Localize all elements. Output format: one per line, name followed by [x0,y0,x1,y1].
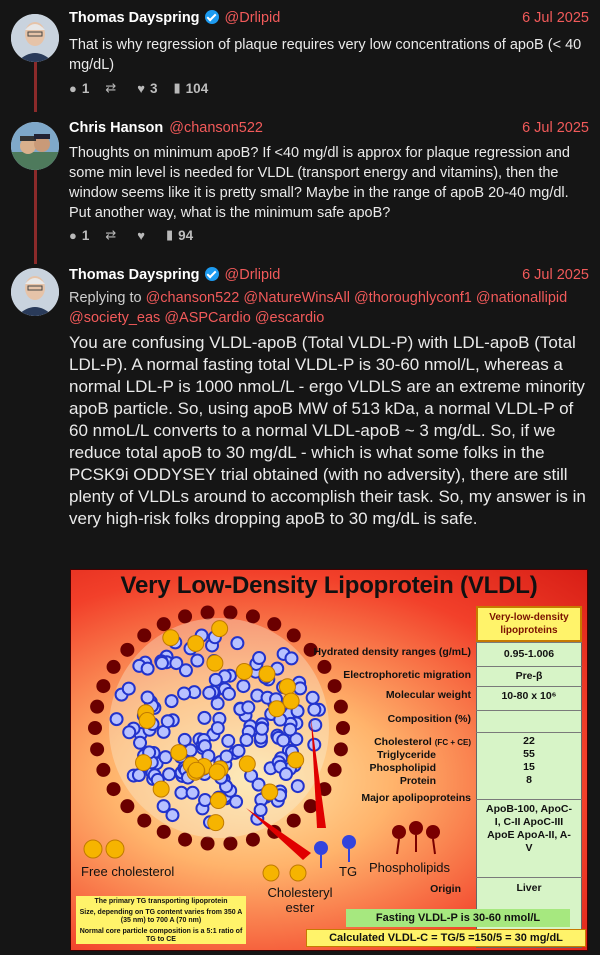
tweet-actions [69,226,209,244]
row-label: Electrophoretic migration [343,669,471,681]
row-label: Molecular weight [385,689,471,701]
row-value: 10-80 x 10⁶ [476,686,582,710]
views-button[interactable]: ▮ 104 [173,80,209,96]
tweet-header [69,10,589,30]
vldl-particle-illustration [71,598,371,898]
heart-icon: ♥ [137,227,145,243]
tweet-date[interactable]: 6 Jul 2025 [522,267,589,283]
table-header: Very-low-density lipoproteins [476,606,582,642]
avatar[interactable] [11,14,59,62]
row-label: Triglyceride [377,749,436,761]
row-value [476,710,582,732]
row-label: Origin [430,883,461,895]
row-label: Major apolipoproteins [361,792,471,804]
legend-cholesteryl-ester: Cholesteryl ester [267,885,333,915]
mention-link[interactable]: @chanson522 [145,290,240,306]
row-label: Phospholipid [369,762,436,774]
tweet-header [69,120,589,140]
fasting-vldl-note: Fasting VLDL-P is 30-60 nmol/L [346,909,570,927]
avatar[interactable] [11,268,59,316]
row-value: 0.95-1.006 [476,642,582,666]
author-handle[interactable]: @chanson522 [169,120,263,136]
reply-icon: ● [69,227,77,243]
tweet-header [69,267,589,287]
row-label: Cholesterol (FC + CE) [374,736,471,748]
reply-button[interactable]: ● 1 [69,80,90,96]
replying-to-label: Replying to [69,290,142,306]
retweet-button[interactable] [105,80,121,96]
mention-link[interactable]: @escardio [254,310,325,326]
heart-icon: ♥ [137,80,145,96]
reply-icon: ● [69,80,77,96]
row-label: Hydrated density ranges (g/mL) [313,646,471,658]
like-button[interactable] [137,228,150,243]
tweet-text: That is why regression of plaque requires very low concentrations of apoB (< 40 mg/dL) [69,37,582,73]
mention-link[interactable]: @ASPCardio [164,310,251,326]
vldl-infographic[interactable] [70,569,588,951]
author-handle[interactable]: @Drlipid [224,267,281,283]
calculated-vldl-note: Calculated VLDL-C = TG/5 =150/5 = 30 mg/dL [306,929,586,947]
author-name[interactable]: Chris Hanson [69,120,164,136]
tweet-date[interactable]: 6 Jul 2025 [522,10,589,26]
views-button[interactable]: ▮ 94 [166,227,194,243]
tweet-text: Thoughts on minimum apoB? If <40 mg/dl is approx for plaque regression and some min level is needed for VLDL (transport energy and vitamins), then the window seems like it is pretty small? Maybe in the range of apoB 20-40 mg/dl. Put another way, what is the minimum safe apoB? [69,145,570,221]
retweet-icon: ⇄ [105,80,117,95]
legend-free-cholesterol: Free cholesterol [81,864,175,879]
row-value: Liver [476,877,582,907]
retweet-icon: ⇄ [105,227,117,242]
avatar[interactable] [11,122,59,170]
row-value: 8 [526,774,532,786]
row-value: 55 [523,748,535,760]
tweet-actions [69,79,224,97]
verified-badge-icon [205,10,219,24]
row-label: Composition (%) [387,713,471,725]
author-name[interactable]: Thomas Dayspring [69,10,200,26]
row-label: Protein [399,775,436,787]
tweet-text: You are confusing VLDL-apoB (Total VLDL-P) with LDL-apoB (Total LDL-P). A normal fasting total VLDL-P is 30-60 nmol/L, whereas a normal LDL-P is 1000 nmoL/L - ergo VLDLS are an extreme minority apoB particle. So, using apoB MW of 513 kDa, a normal VLDL-P of 60 nmoL/L converts to a normal VLDL-apoB ~ 3 mg/dL. So, if we reduce total apoB to 30 mg/dL - which is what some folks in the PCSK9i ODDYSEY trial obtained (with no adversity), there are still plenty of VLDLs around to accomplish their task. So, my answer is in very high-risk folks dropping apoB to 30 mg/dL is safe. [69,333,586,528]
mention-link[interactable]: @thoroughlyconf1 [353,290,472,306]
legend-phospholipids: Phospholipids [369,860,450,875]
tweet-date[interactable]: 6 Jul 2025 [522,120,589,136]
legend-tg: TG [339,864,358,879]
mention-link[interactable]: @nationallipid [475,290,568,306]
reply-button[interactable]: ● 1 [69,227,90,243]
tweet-1 [0,0,600,110]
verified-badge-icon [205,267,219,281]
row-value: 15 [523,761,535,773]
figure-title: Very Low-Density Lipoprotein (VLDL) [120,572,538,599]
replying-to [69,288,592,328]
mention-link[interactable]: @society_eas [69,310,161,326]
retweet-button[interactable] [105,227,121,243]
author-name[interactable]: Thomas Dayspring [69,267,200,283]
tweet-2 [0,110,600,260]
row-value: Pre-β [476,666,582,686]
mention-link[interactable]: @NatureWinsAll [243,290,350,306]
like-button[interactable]: ♥ 3 [137,80,158,96]
author-handle[interactable]: @Drlipid [224,10,281,26]
views-icon: ▮ [173,80,181,95]
row-value: ApoB-100, ApoC-I, C-II ApoC-III ApoE ApoA-II, A-V [476,799,582,877]
row-value: 22 [476,732,582,746]
figure-notes: The primary TG transporting lipoprotein Size, depending on TG content varies from 350 A (35 nm) to 700 A (70 nm) Normal core particle composition is a 5:1 ratio of TG to CE [76,896,246,944]
views-icon: ▮ [166,227,174,242]
